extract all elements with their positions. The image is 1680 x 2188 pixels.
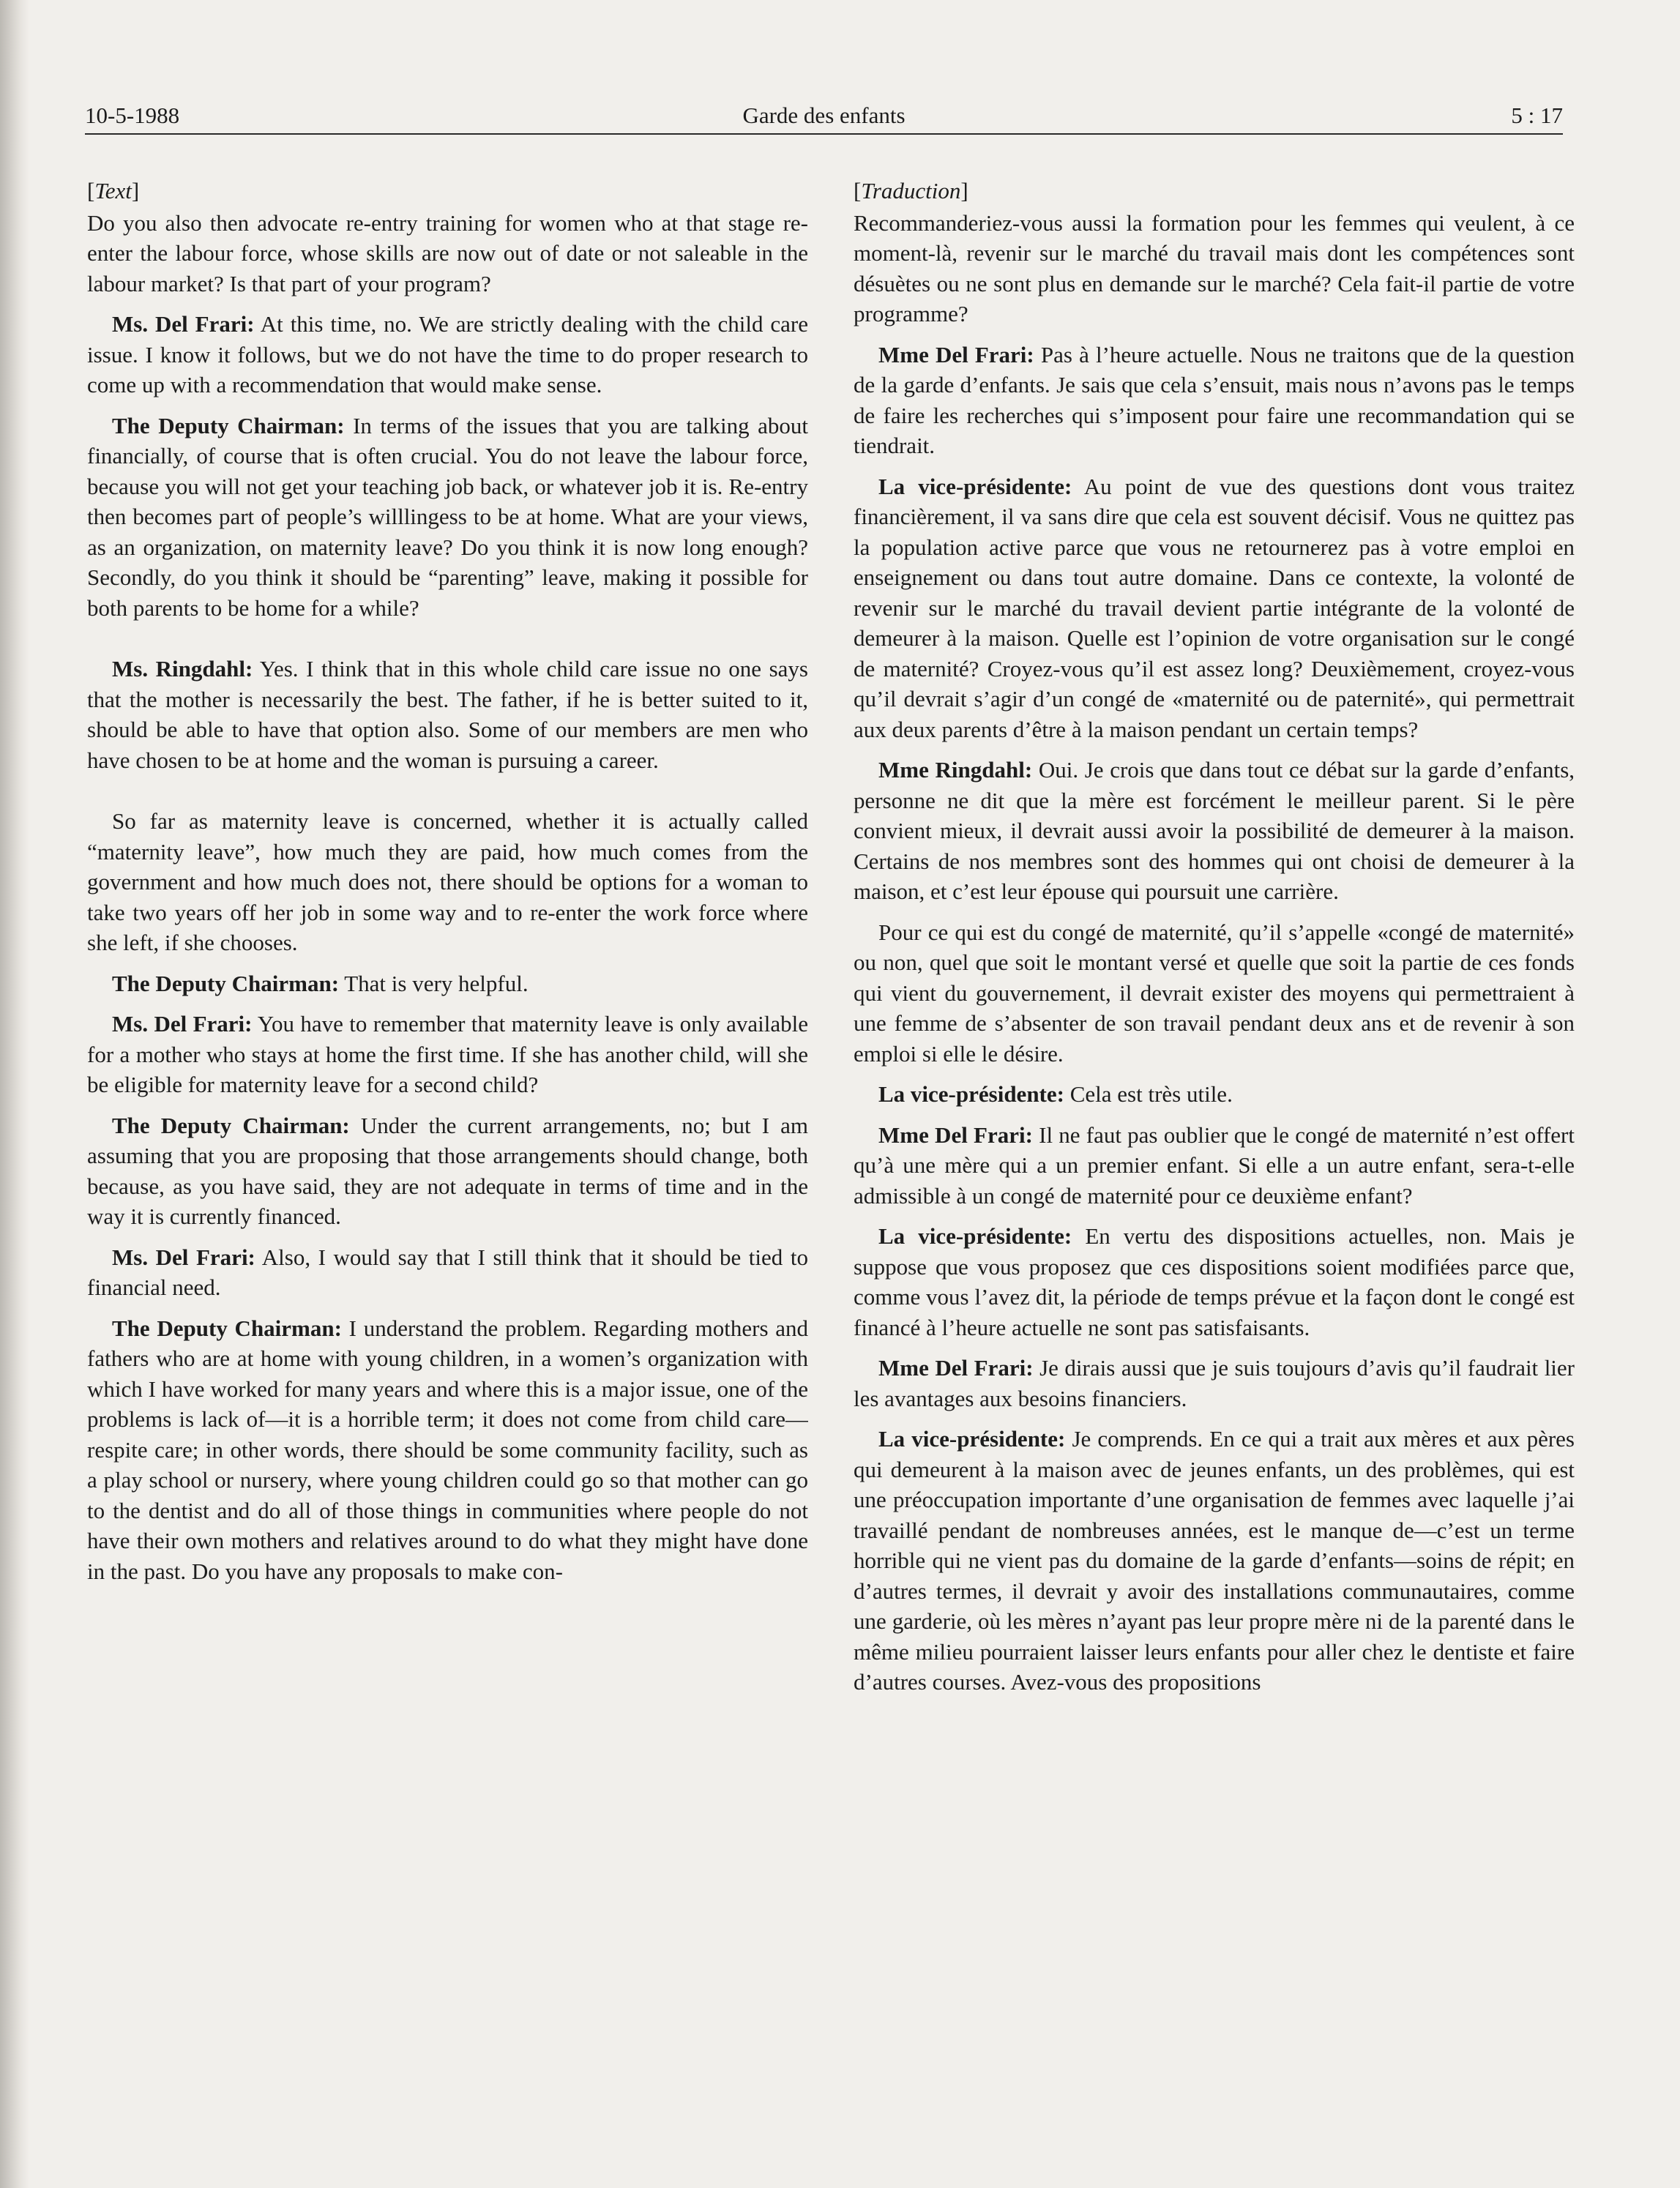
paragraph-text: Under the current arrangements, no; but I am assuming that you are proposing that those arrangements should change, both because, as you have said, they are not adequate in terms of time and in the way it is currently financed. <box>87 1112 808 1229</box>
speaker-name: Mme Del Frari: <box>878 1355 1034 1381</box>
speaker-name: Ms. Ringdahl: <box>112 656 253 682</box>
paragraph <box>87 806 808 958</box>
speaker-name: The Deputy Chairman: <box>112 1315 342 1341</box>
paragraph <box>87 309 808 400</box>
column-tag: [Traduction] <box>854 178 968 204</box>
french-column <box>854 176 1575 2152</box>
header-page-number: 5 : 17 <box>1511 102 1563 128</box>
column-tag: [Text] <box>87 178 140 204</box>
column-tag-text: Text <box>94 178 132 204</box>
paragraph <box>87 411 808 624</box>
speaker-name: Mme Del Frari: <box>878 1121 1033 1148</box>
page-header <box>85 95 1563 135</box>
column-tag-text: Traduction <box>861 178 961 204</box>
paragraph-text: I understand the problem. Regarding mothers and fathers who are at home with young children, in a women’s organization with which I have worked for many years and where this is a major issue, one of the problems is lack of—it is a horrible term; it does not come from child care—respite care; in other words, there should be some community facility, such as a play school or nursery, where young children could go so that mother can go to the dentist and do all of those things in communities where people do not have their own mothers and relatives around to do what they might have done in the past. Do you have any proposals to make con- <box>87 1315 808 1584</box>
paragraph <box>854 1079 1575 1110</box>
paragraph-text: Do you also then advocate re-entry training for women who at that stage re-enter the labour force, whose skills are now out of date or not saleable in the labour market? Is that part of your program? <box>87 209 808 296</box>
paragraph <box>854 1353 1575 1414</box>
paragraph-text: En vertu des dispositions actuelles, non. Mais je suppose que vous proposez que ces dispositions soient modifiées parce que, comme vous l’avez dit, la période de temps prévue et la façon dont le congé est financé à l’heure actuelle ne sont pas satisfaisants. <box>854 1223 1575 1340</box>
paragraph <box>854 1120 1575 1211</box>
paragraph <box>854 208 1575 329</box>
paragraph-text: Je comprends. En ce qui a trait aux mères et aux pères qui demeurent à la maison avec de jeunes enfants, un des problèmes, qui est une préoccupation importante d’une organisation de femmes avec laquelle j’ai travaillé pendant de nombreuses années, est le manque de—c’est un terme horrible qui ne vient pas du domaine de la garde d’enfants—soins de répit; en d’autres termes, il devrait y avoir des installations communautaires, comme une garderie, où les mères n’ayant pas leur propre mère ni de la parenté dans le même milieu pourraient laisser leurs enfants pour aller chez le dentiste et faire d’autres courses. Avez-vous des propositions <box>854 1426 1575 1695</box>
paragraph-text: Je dirais aussi que je suis toujours d’avis qu’il faudrait lier les avantages aux besoins financiers. <box>854 1355 1575 1411</box>
paragraph <box>87 1110 808 1232</box>
speaker-name: La vice-présidente: <box>878 473 1072 499</box>
speaker-name: The Deputy Chairman: <box>112 1112 350 1138</box>
speaker-name: The Deputy Chairman: <box>112 970 340 996</box>
paragraph <box>854 340 1575 461</box>
page-spine-shadow <box>0 0 29 2188</box>
speaker-name: Ms. Del Frari: <box>112 1011 253 1037</box>
paragraph <box>854 755 1575 907</box>
paragraph-text: You have to remember that maternity leave is only available for a mother who stays at home the first time. If she has another child, will she be eligible for maternity leave for a second child? <box>87 1011 808 1097</box>
paragraph <box>854 471 1575 745</box>
header-title: Garde des enfants <box>742 102 906 128</box>
paragraph-text: Oui. Je crois que dans tout ce débat sur la garde d’enfants, personne ne dit que la mère est forcément le meilleur parent. Si le père convient mieux, il devrait aussi avoir la possibilité de demeurer à la maison. Certains de nos membres sont des hommes qui ont choisi de demeurer à la maison, et c’est leur épouse qui poursuit une carrière. <box>854 757 1575 904</box>
speaker-name: La vice-présidente: <box>878 1426 1066 1452</box>
paragraph-text: That is very helpful. <box>344 970 529 996</box>
paragraph-text: Recommanderiez-vous aussi la formation pour les femmes qui veulent, à ce moment-là, revenir sur le marché du travail mais dont les compétences sont désuètes ou ne sont plus en demande sur le marché? Cela fait-il partie de votre programme? <box>854 209 1575 326</box>
paragraph <box>87 654 808 775</box>
speaker-name: Mme Ringdahl: <box>878 757 1033 783</box>
paragraph-text: Also, I would say that I still think that it should be tied to financial need. <box>87 1244 808 1300</box>
paragraph-text: Il ne faut pas oublier que le congé de maternité n’est offert qu’à une mère qui a un premier enfant. Si elle a un autre enfant, sera-t-elle admissible à un congé de maternité pour ce deuxième enfant? <box>854 1121 1575 1209</box>
paragraph <box>87 1313 808 1587</box>
speaker-name: La vice-présidente: <box>878 1223 1072 1249</box>
paragraph <box>854 1424 1575 1698</box>
paragraph-text: In terms of the issues that you are talking about financially, of course that is often crucial. You do not leave the labour force, because you will not get your teaching job back, or whatever job it is. Re-entry then becomes part of people’s willlingess to be at home. What are your views, as an organization, on maternity leave? Do you think it is now long enough? Secondly, do you think it should be “parenting” leave, making it possible for both parents to be home for a while? <box>87 412 808 621</box>
speaker-name: Ms. Del Frari: <box>112 311 255 337</box>
paragraph-text: Pour ce qui est du congé de maternité, qu’il s’appelle «congé de maternité» ou non, quel que soit le montant versé et quelle que soit la partie de ces fonds qui vient du gouvernement, il devrait exister des moyens qui permettraient à une femme de s’absenter de son travail pendant deux ans et de revenir à son emploi si elle le désire. <box>854 919 1575 1067</box>
english-column <box>87 176 808 2152</box>
speaker-name: La vice-présidente: <box>878 1081 1064 1107</box>
speaker-name: Ms. Del Frari: <box>112 1244 255 1270</box>
paragraph <box>87 1242 808 1303</box>
paragraph <box>854 1221 1575 1343</box>
speaker-name: Mme Del Frari: <box>878 341 1034 367</box>
paragraph <box>87 968 808 999</box>
paragraph <box>87 208 808 299</box>
paragraph-text: Yes. I think that in this whole child care issue no one says that the mother is necessarily the best. The father, if he is better suited to it, should be able to have that option also. Some of our members are men who have chosen to be at home and the woman is pursuing a career. <box>87 656 808 773</box>
paragraph <box>854 917 1575 1069</box>
paragraph <box>87 1009 808 1100</box>
paragraph-text: Pas à l’heure actuelle. Nous ne traitons que de la question de la garde d’enfants. Je sais que cela s’ensuit, mais nous n’avons pas le temps de faire les recherches qui s’imposent pour faire une recommandation qui se tiendrait. <box>854 341 1575 458</box>
paragraph-text: So far as maternity leave is concerned, whether it is actually called “maternity leave”, how much they are paid, how much comes from the government and how much does not, there should be options for a woman to take two years off her job in some way and to re-enter the work force where she left, if she chooses. <box>87 808 808 955</box>
paragraph-text: Au point de vue des questions dont vous traitez financièrement, il va sans dire que cela est souvent décisif. Vous ne quittez pas la population active parce que vous ne retournerez pas à votre emploi en enseignement ou dans tout autre domaine. Dans ce contexte, la volonté de revenir sur le marché du travail devient partie intégrante de la volonté de demeurer à la maison. Quelle est l’opinion de votre organisation sur le congé de maternité? Croyez-vous qu’il est assez long? Deuxièmement, croyez-vous qu’il devrait s’agir d’un congé de «maternité ou de paternité», qui permettrait aux deux parents d’être à la maison pendant un certain temps? <box>854 473 1575 742</box>
paragraph-text: Cela est très utile. <box>1069 1081 1233 1107</box>
paragraph-text: At this time, no. We are strictly dealing with the child care issue. I know it follows, but we do not have the time to do proper research to come up with a recommendation that would make sense. <box>87 311 808 397</box>
header-date: 10-5-1988 <box>85 102 180 128</box>
speaker-name: The Deputy Chairman: <box>112 412 345 438</box>
